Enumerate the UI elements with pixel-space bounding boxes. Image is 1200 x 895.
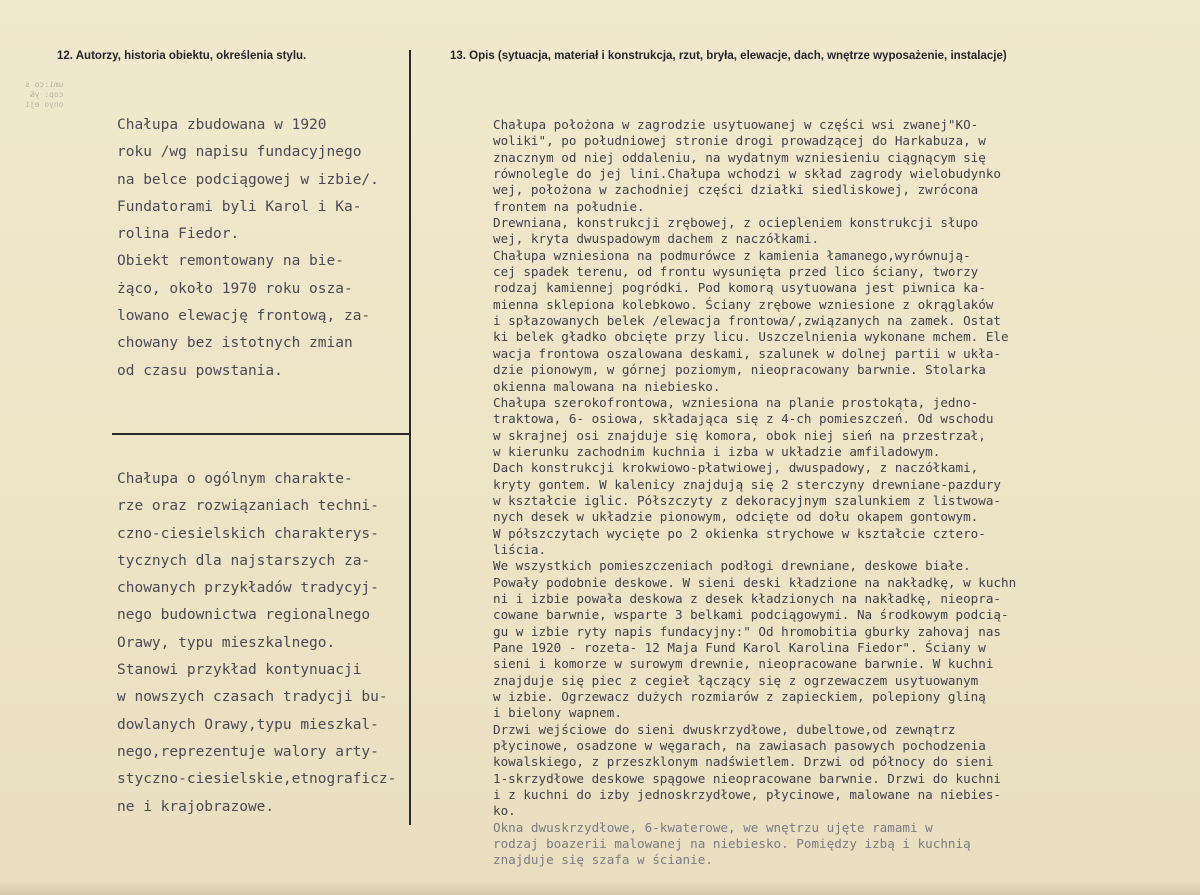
style-text-line: w nowszych czasach tradycji bu- [117, 689, 388, 706]
description-text-line: kowalskiego, z przeszklonym nadświetlem. Drzwi od północy do sieni [493, 754, 994, 770]
description-text-line: znajduje się piec z cegieł łączący się z ogrzewaczem usytuowanym [493, 672, 979, 688]
description-text-line: wolikі", po południowej stronie drogi prowadzącej do Harkabuza, w [493, 133, 986, 149]
page-shadow [0, 881, 1200, 895]
description-text-line: nych desek w układzie pionowym, odcięte od dołu okapem gontowym. [493, 509, 979, 525]
description-text-line: i bielony wapnem. [493, 705, 622, 721]
description-text-line: wacja frontowa oszalowana deskami, szalunek w dolnej partii w ukła- [493, 345, 1001, 361]
description-text-line: liścia. [493, 541, 547, 557]
description-text-line: wej, kryta dwuspadowym dachem z naczółkami. [493, 231, 820, 247]
description-text-line: rodzaj kamiennej pogródki. Pod komorą usytuowana jest piwnica ka- [493, 280, 986, 296]
description-text-line: ko. [493, 803, 516, 819]
history-text-line: od czasu powstania. [117, 362, 283, 379]
description-text-line: Chałupa wzniesiona na podmurówce z kamienia łamanego,wyrównują- [493, 247, 971, 263]
description-text-line: Drewniana, konstrukcji zrębowej, z ociepleniem konstrukcji słupo [493, 215, 979, 231]
style-text-line: tycznych dla najstarszych za- [117, 552, 371, 569]
style-text-line: chowanych przykładów tradycyj- [117, 580, 379, 597]
description-text-line: wej, położona w zachodniej części działki siedliskowej, zwrócona [493, 182, 979, 198]
description-text-line: znajduje się szafa w ścianie. [493, 852, 713, 868]
description-text-line: kryty gontem. W kalenicy znajdują się 2 sterczyny drewniane-pazdury [493, 476, 1001, 492]
style-text-line: nego,reprezentuje walory arty- [117, 743, 379, 760]
history-text-line: rolina Fiedor. [117, 226, 240, 243]
description-text-line: Dach konstrukcji krokwiowo-płatwiowej, dwuspadowy, z naczółkami, [493, 460, 979, 476]
style-text-line: Stanowi przykład kontynuacji [117, 662, 362, 679]
description-text-line: Chałupa szerokofrontowa, wzniesiona na planie prostokąta, jedno- [493, 394, 979, 410]
description-text-line: 1-skrzydłowe deskowe spągowe nieopracowane barwnie. Drzwi do kuchni [493, 770, 1001, 786]
description-text-line: Okna dwuskrzydłowe, 6-kwaterowe, we wnętrzu ujęte ramami w [493, 819, 933, 835]
description-text-line: dzie pionowym, w górnej poziomym, nieopracowany barwnie. Stolarka [493, 362, 986, 378]
description-text-line: gu w izbie ryty napis fundacyjny:" Od hromobitia gburky zahovaj nas [493, 623, 1001, 639]
style-text-line: ne i krajobrazowe. [117, 798, 275, 815]
section-13-header: 13. Opis (sytuacja, materiał i konstrukcja, rzut, bryła, elewacje, dach, wnętrze wyposażenie, instalacje) [450, 50, 1007, 62]
description-text-line: w izbie. Ogrzewacz dużych rozmiarów z zapieckiem, polepiony gliną [493, 689, 986, 705]
history-text [117, 112, 407, 385]
history-text-line: Fundatorami byli Karol i Ka- [117, 198, 362, 215]
style-text-line: czno-ciesielskich charakterys- [117, 525, 379, 542]
description-text-line: mienna sklepiona kolebkowo. Ściany zrębowe wzniesione z okrąglaków [493, 296, 994, 312]
history-text-line: Chałupa zbudowana w 1920 [117, 117, 327, 133]
history-text-line: roku /wg napisu fundacyjnego [117, 144, 362, 161]
style-text-line: styczno-ciesielskie,etnograficz- [117, 771, 397, 788]
description-text-line: Chałupa położona w zagrodzie usytuowanej w części wsi zwanej"KO- [493, 117, 979, 132]
description-text [493, 117, 1183, 869]
description-text-line: cej spadek terenu, od frontu wysunięta przed lico ściany, tworzy [493, 264, 979, 280]
description-text-line: We wszystkich pomieszczeniach podłogi drewniane, deskowe białe. [493, 558, 971, 574]
description-text-line: i spłazowanych belek /elewacja frontowa/,związanych na zamek. Ostat [493, 313, 1001, 329]
description-text-line: równolegle do jej lini.Chałupa wchodzi w skład zagrody wielobudynko [493, 166, 1001, 182]
description-text-line: ki belek gładko obcięte przy licu. Uszczelnienia wykonane mchem. Ele [493, 329, 1009, 345]
history-text-line: Obiekt remontowany na bie- [117, 253, 344, 270]
style-text-line: Orawy, typu mieszkalnego. [117, 634, 336, 651]
description-text-line: okienna malowana na niebiesko. [493, 378, 721, 394]
style-text-line: Chałupa o ogólnym charakte- [117, 471, 353, 487]
description-text-line: w kierunku zachodnim kuchnia i izba w układzie amfiladowym. [493, 443, 941, 459]
history-text-line: na belce podciągowej w izbie/. [117, 171, 379, 188]
description-text-line: Drzwi wejściowe do sieni dwuskrzydłowe, dubeltowe,od zewnątrz [493, 721, 956, 737]
description-text-line: Pane 1920 - rozeta- 12 Maja Fund Karol Karolina Fiedor". Ściany w [493, 640, 986, 655]
description-text-line: w kształcie iglic. Półszczyty z dekoracyjnym szalunkiem z listwowa- [493, 492, 1001, 508]
style-text-line: rze oraz rozwiązaniach techni- [117, 498, 379, 515]
description-text-line: frontem na południe. [493, 198, 645, 214]
description-text-line: traktowa, 6- osiowa, składająca się z 4-ch pomieszczeń. Od wschodu [493, 411, 994, 427]
history-text-line: żąco, około 1970 roku osza- [117, 280, 353, 297]
history-text-line: lowano elewację frontową, za- [117, 308, 371, 325]
section-12-header: 12. Autorzy, historia obiektu, określenia stylu. [57, 50, 307, 62]
style-assessment-text [117, 466, 407, 821]
column-divider [409, 50, 411, 825]
description-text-line: sieni i komorze w surowym drewnie, nieopracowane barwnie. W kuchni [493, 656, 994, 672]
style-text-line: nego budownictwa regionalnego [117, 607, 371, 624]
style-text-line: dowlanych Orawy,typu mieszkal- [117, 716, 379, 733]
left-section-divider [112, 433, 410, 435]
description-text-line: rodzaj boazerii malowanej na niebiesko. Pomiędzy izbą i kuchnią [493, 836, 971, 852]
bleed-through-stamp: umi:co s cop: y& onyo eji [25, 80, 64, 109]
description-text-line: cowane barwnie, wsparte 3 belkami podciągowymi. Na środkowym podcią- [493, 607, 1009, 623]
description-text-line: znacznym od niej oddaleniu, na wydatnym wzniesieniu ciągnącym się [493, 149, 986, 165]
description-text-line: płycinowe, osadzone w węgarach, na zawiasach pasowych pochodzenia [493, 738, 986, 754]
history-text-line: chowany bez istotnych zmian [117, 335, 353, 352]
description-text-line: Powały podobnie deskowe. W sieni deski kładzione na nakładkę, w kuchn [493, 574, 1017, 590]
description-text-line: ni i izbie powała deskowa z desek kładzionych na nakładkę, nieopra- [493, 590, 1001, 606]
description-text-line: w skrajnej osi znajduje się komora, obok niej sień na przestrzał, [493, 427, 986, 443]
description-text-line: W półszczytach wycięte po 2 okienka strychowe w kształcie cztero- [493, 525, 986, 541]
description-text-line: i z kuchni do izby jednoskrzydłowe, płycinowe, malowane na niebies- [493, 787, 1001, 803]
